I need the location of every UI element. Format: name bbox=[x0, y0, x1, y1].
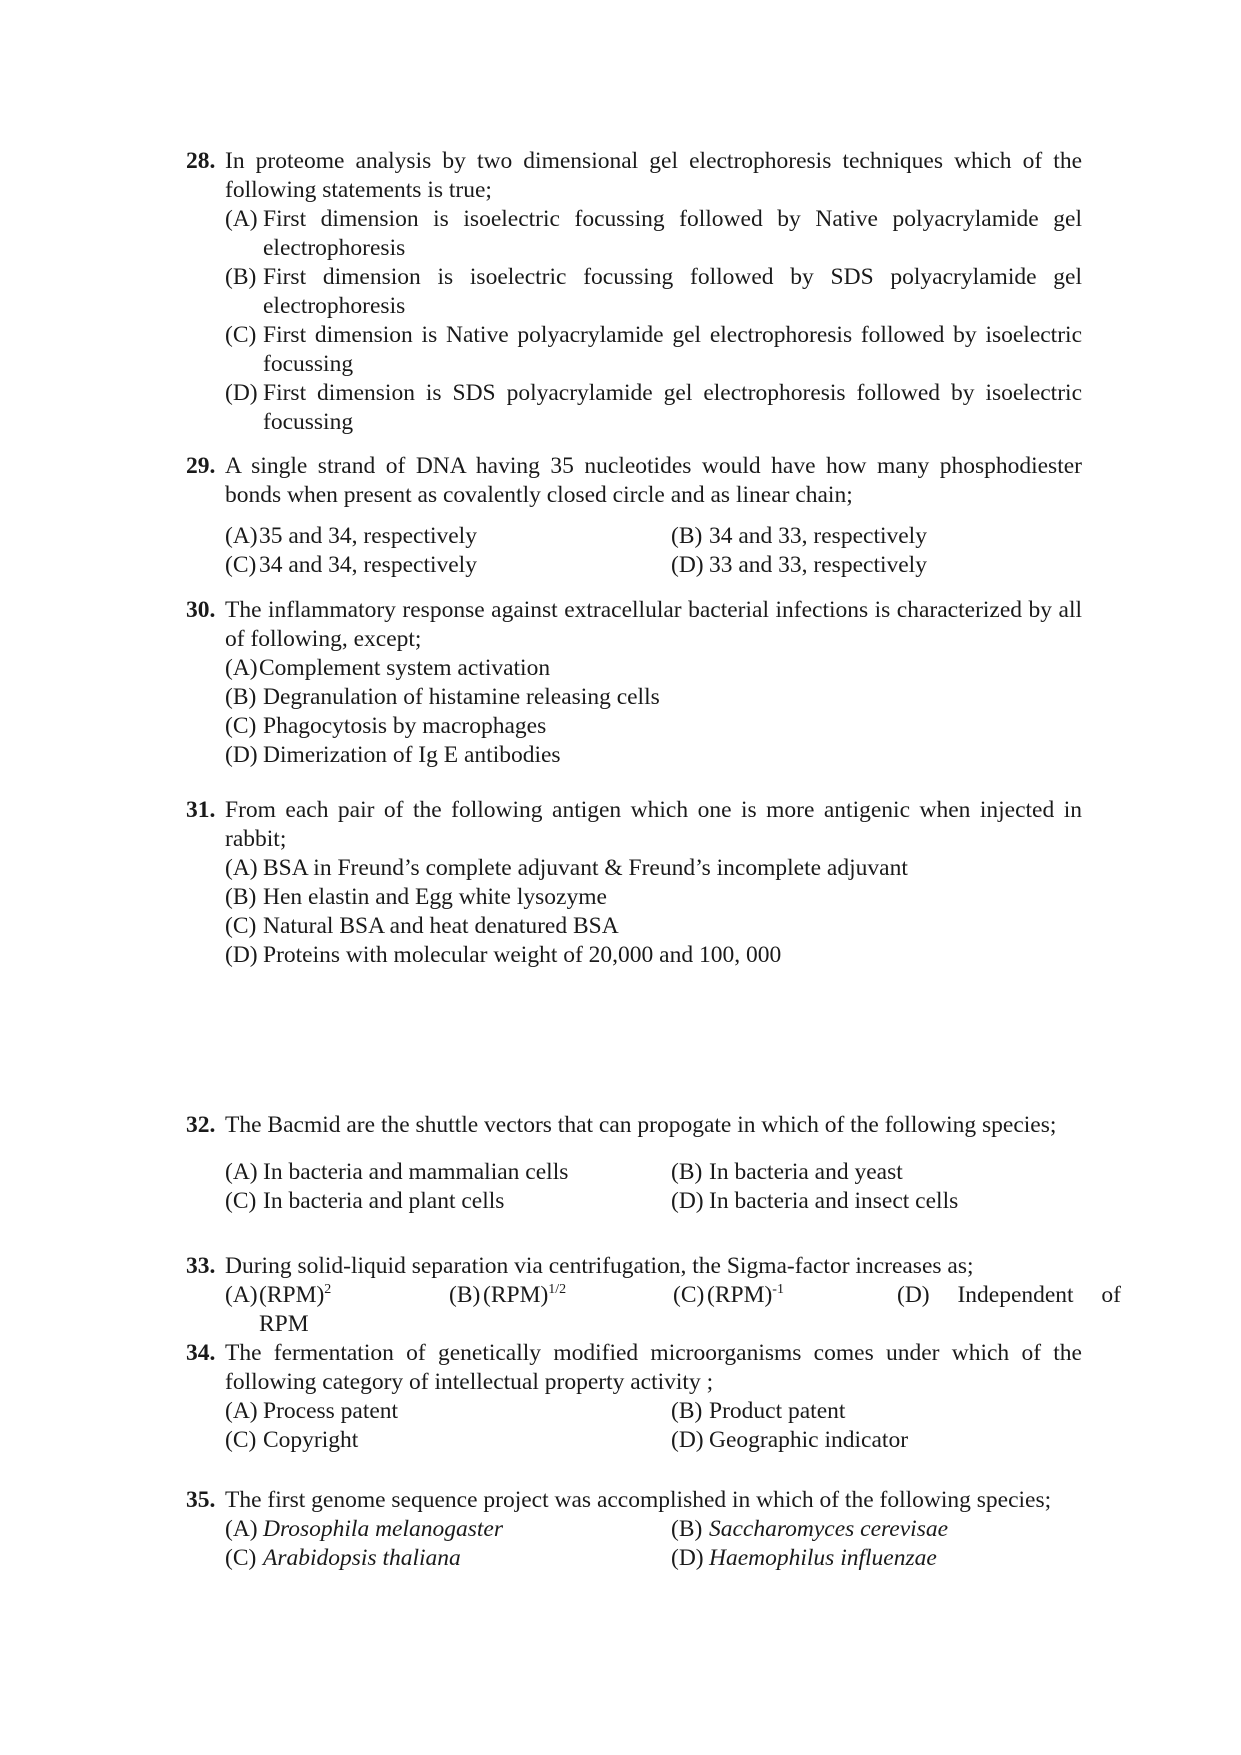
option-label: (A) bbox=[225, 1159, 258, 1185]
option-base: (RPM) bbox=[259, 1282, 325, 1308]
option-exponent: 2 bbox=[324, 1282, 332, 1297]
question-34 bbox=[186, 1339, 1082, 1455]
option-label: (B) bbox=[671, 1398, 703, 1424]
option-text: Geographic indicator bbox=[709, 1427, 909, 1453]
option-label: (A) bbox=[225, 1516, 258, 1542]
option-exponent: -1 bbox=[772, 1282, 784, 1297]
option-a bbox=[225, 1515, 671, 1544]
option-a bbox=[225, 205, 1082, 263]
option-label: (C) bbox=[225, 1188, 257, 1214]
option-d-continuation: RPM bbox=[259, 1311, 309, 1337]
option-text: 34 and 34, respectively bbox=[259, 552, 477, 578]
options-grid bbox=[225, 1158, 1082, 1216]
option-c bbox=[225, 1426, 671, 1455]
question-33 bbox=[186, 1252, 1121, 1339]
option-a bbox=[225, 1158, 671, 1187]
option-label: (B) bbox=[225, 884, 257, 910]
question-32 bbox=[186, 1111, 1082, 1216]
option-label: (C) bbox=[225, 552, 257, 578]
option-label: (A) bbox=[225, 655, 258, 681]
option-label: (C) bbox=[673, 1282, 705, 1308]
question-text: In proteome analysis by two dimensional gel electrophoresis techniques which of the following statements is true; bbox=[225, 148, 1082, 203]
option-label: (A) bbox=[225, 523, 258, 549]
question-number: 35. bbox=[186, 1487, 216, 1513]
option-label: (C) bbox=[225, 713, 257, 739]
option-text: Complement system activation bbox=[259, 655, 551, 681]
option-exponent: 1/2 bbox=[548, 1282, 567, 1297]
option-b bbox=[671, 1515, 1117, 1544]
option-b bbox=[225, 883, 1082, 912]
option-text: Process patent bbox=[263, 1398, 399, 1424]
question-text: The Bacmid are the shuttle vectors that can propogate in which of the following species; bbox=[225, 1112, 1057, 1138]
options-grid bbox=[225, 1515, 1082, 1573]
option-label: (A) bbox=[225, 206, 258, 232]
option-text: Degranulation of histamine releasing cells bbox=[263, 684, 660, 710]
option-base: (RPM) bbox=[483, 1282, 549, 1308]
option-b bbox=[671, 522, 1117, 551]
option-label: (D) bbox=[671, 1427, 704, 1453]
question-number: 32. bbox=[186, 1112, 216, 1138]
option-text: First dimension is SDS polyacrylamide gel electrophoresis followed by isoelectric focussing bbox=[263, 380, 1082, 435]
option-a bbox=[225, 1397, 671, 1426]
question-text: During solid-liquid separation via centrifugation, the Sigma-factor increases as; bbox=[225, 1253, 974, 1279]
option-d bbox=[225, 941, 1082, 970]
option-text: In bacteria and yeast bbox=[709, 1159, 903, 1185]
option-text: In bacteria and plant cells bbox=[263, 1188, 505, 1214]
option-text: Drosophila melanogaster bbox=[263, 1516, 504, 1542]
option-label: (C) bbox=[225, 913, 257, 939]
option-label: (B) bbox=[225, 264, 257, 290]
option-text: Phagocytosis by macrophages bbox=[263, 713, 547, 739]
option-text: 34 and 33, respectively bbox=[709, 523, 927, 549]
option-c bbox=[225, 912, 1082, 941]
option-c bbox=[225, 712, 1082, 741]
option-text bbox=[259, 1281, 331, 1310]
option-text: Natural BSA and heat denatured BSA bbox=[263, 913, 619, 939]
option-text-line1: Independent bbox=[957, 1282, 1074, 1308]
question-30 bbox=[186, 596, 1082, 770]
option-text: Arabidopsis thaliana bbox=[263, 1545, 461, 1571]
option-label: (A) bbox=[225, 855, 258, 881]
question-35 bbox=[186, 1486, 1082, 1573]
option-label: (D) bbox=[671, 552, 704, 578]
option-label: (B) bbox=[671, 1159, 703, 1185]
option-text: Hen elastin and Egg white lysozyme bbox=[263, 884, 607, 910]
question-number: 33. bbox=[186, 1253, 216, 1279]
question-28 bbox=[186, 147, 1082, 437]
option-b bbox=[671, 1158, 1117, 1187]
option-text: Haemophilus influenzae bbox=[709, 1545, 937, 1571]
option-c bbox=[225, 1544, 671, 1573]
question-text: From each pair of the following antigen which one is more antigenic when injected in rabbit; bbox=[225, 797, 1082, 852]
option-a bbox=[225, 522, 671, 551]
option-text: Copyright bbox=[263, 1427, 359, 1453]
option-c bbox=[225, 551, 671, 580]
options-grid bbox=[225, 522, 1082, 580]
option-base: (RPM) bbox=[707, 1282, 773, 1308]
option-label: (B) bbox=[449, 1282, 481, 1308]
option-label: (C) bbox=[225, 322, 257, 348]
option-c bbox=[225, 321, 1082, 379]
question-31 bbox=[186, 796, 1082, 970]
option-text: 35 and 34, respectively bbox=[259, 523, 477, 549]
option-label: (D) bbox=[671, 1545, 704, 1571]
option-label: (B) bbox=[671, 523, 703, 549]
question-number: 29. bbox=[186, 453, 216, 479]
option-label: (D) bbox=[225, 942, 258, 968]
option-text: Saccharomyces cerevisae bbox=[709, 1516, 949, 1542]
option-label: (A) bbox=[225, 1398, 258, 1424]
option-text: First dimension is isoelectric focussing followed by SDS polyacrylamide gel electrophoresis bbox=[263, 264, 1082, 319]
option-label: (C) bbox=[225, 1427, 257, 1453]
question-number: 28. bbox=[186, 148, 216, 174]
option-label: (D) bbox=[225, 380, 258, 406]
option-text bbox=[707, 1281, 784, 1310]
option-text-line1-end: of bbox=[1101, 1282, 1121, 1308]
option-text: First dimension is isoelectric focussing followed by Native polyacrylamide gel electrophoresis bbox=[263, 206, 1082, 261]
option-b bbox=[671, 1397, 1117, 1426]
option-label: (B) bbox=[671, 1516, 703, 1542]
option-label: (D) bbox=[897, 1282, 930, 1308]
question-number: 34. bbox=[186, 1340, 216, 1366]
option-text: In bacteria and mammalian cells bbox=[263, 1159, 569, 1185]
option-label: (C) bbox=[225, 1545, 257, 1571]
option-label: (B) bbox=[225, 684, 257, 710]
option-text: First dimension is Native polyacrylamide gel electrophoresis followed by isoelectric focussing bbox=[263, 322, 1082, 377]
option-b bbox=[225, 263, 1082, 321]
option-a bbox=[225, 854, 1082, 883]
question-text: A single strand of DNA having 35 nucleotides would have how many phosphodiester bonds when present as covalently closed circle and as linear chain; bbox=[225, 453, 1082, 508]
question-text: The first genome sequence project was accomplished in which of the following species; bbox=[225, 1487, 1052, 1513]
question-29 bbox=[186, 452, 1082, 580]
option-label: (A) bbox=[225, 1282, 258, 1308]
question-number: 31. bbox=[186, 797, 216, 823]
question-text: The inflammatory response against extracellular bacterial infections is characterized by all of following, except; bbox=[225, 597, 1082, 652]
option-text bbox=[483, 1281, 566, 1310]
option-c bbox=[225, 1187, 671, 1216]
option-text: Proteins with molecular weight of 20,000 and 100, 000 bbox=[263, 942, 782, 968]
option-b bbox=[225, 683, 1082, 712]
options-grid bbox=[225, 1397, 1082, 1455]
option-a bbox=[225, 1281, 449, 1310]
option-label: (D) bbox=[225, 742, 258, 768]
option-text: Product patent bbox=[709, 1398, 846, 1424]
question-number: 30. bbox=[186, 597, 216, 623]
option-text: BSA in Freund’s complete adjuvant & Freund’s incomplete adjuvant bbox=[263, 855, 908, 881]
question-text: The fermentation of genetically modified microorganisms comes under which of the following category of intellectual property activity ; bbox=[225, 1340, 1082, 1395]
option-text: Dimerization of Ig E antibodies bbox=[263, 742, 561, 768]
option-text: In bacteria and insect cells bbox=[709, 1188, 959, 1214]
option-d bbox=[225, 379, 1082, 437]
option-d bbox=[671, 1187, 1117, 1216]
option-c bbox=[673, 1281, 897, 1310]
option-d bbox=[671, 1544, 1117, 1573]
option-d bbox=[671, 551, 1117, 580]
option-b bbox=[449, 1281, 673, 1310]
option-d bbox=[225, 741, 1082, 770]
option-text: 33 and 33, respectively bbox=[709, 552, 927, 578]
option-d bbox=[897, 1281, 1121, 1310]
options-row bbox=[225, 1281, 1121, 1310]
option-label: (D) bbox=[671, 1188, 704, 1214]
option-d bbox=[671, 1426, 1117, 1455]
option-a bbox=[225, 654, 1082, 683]
